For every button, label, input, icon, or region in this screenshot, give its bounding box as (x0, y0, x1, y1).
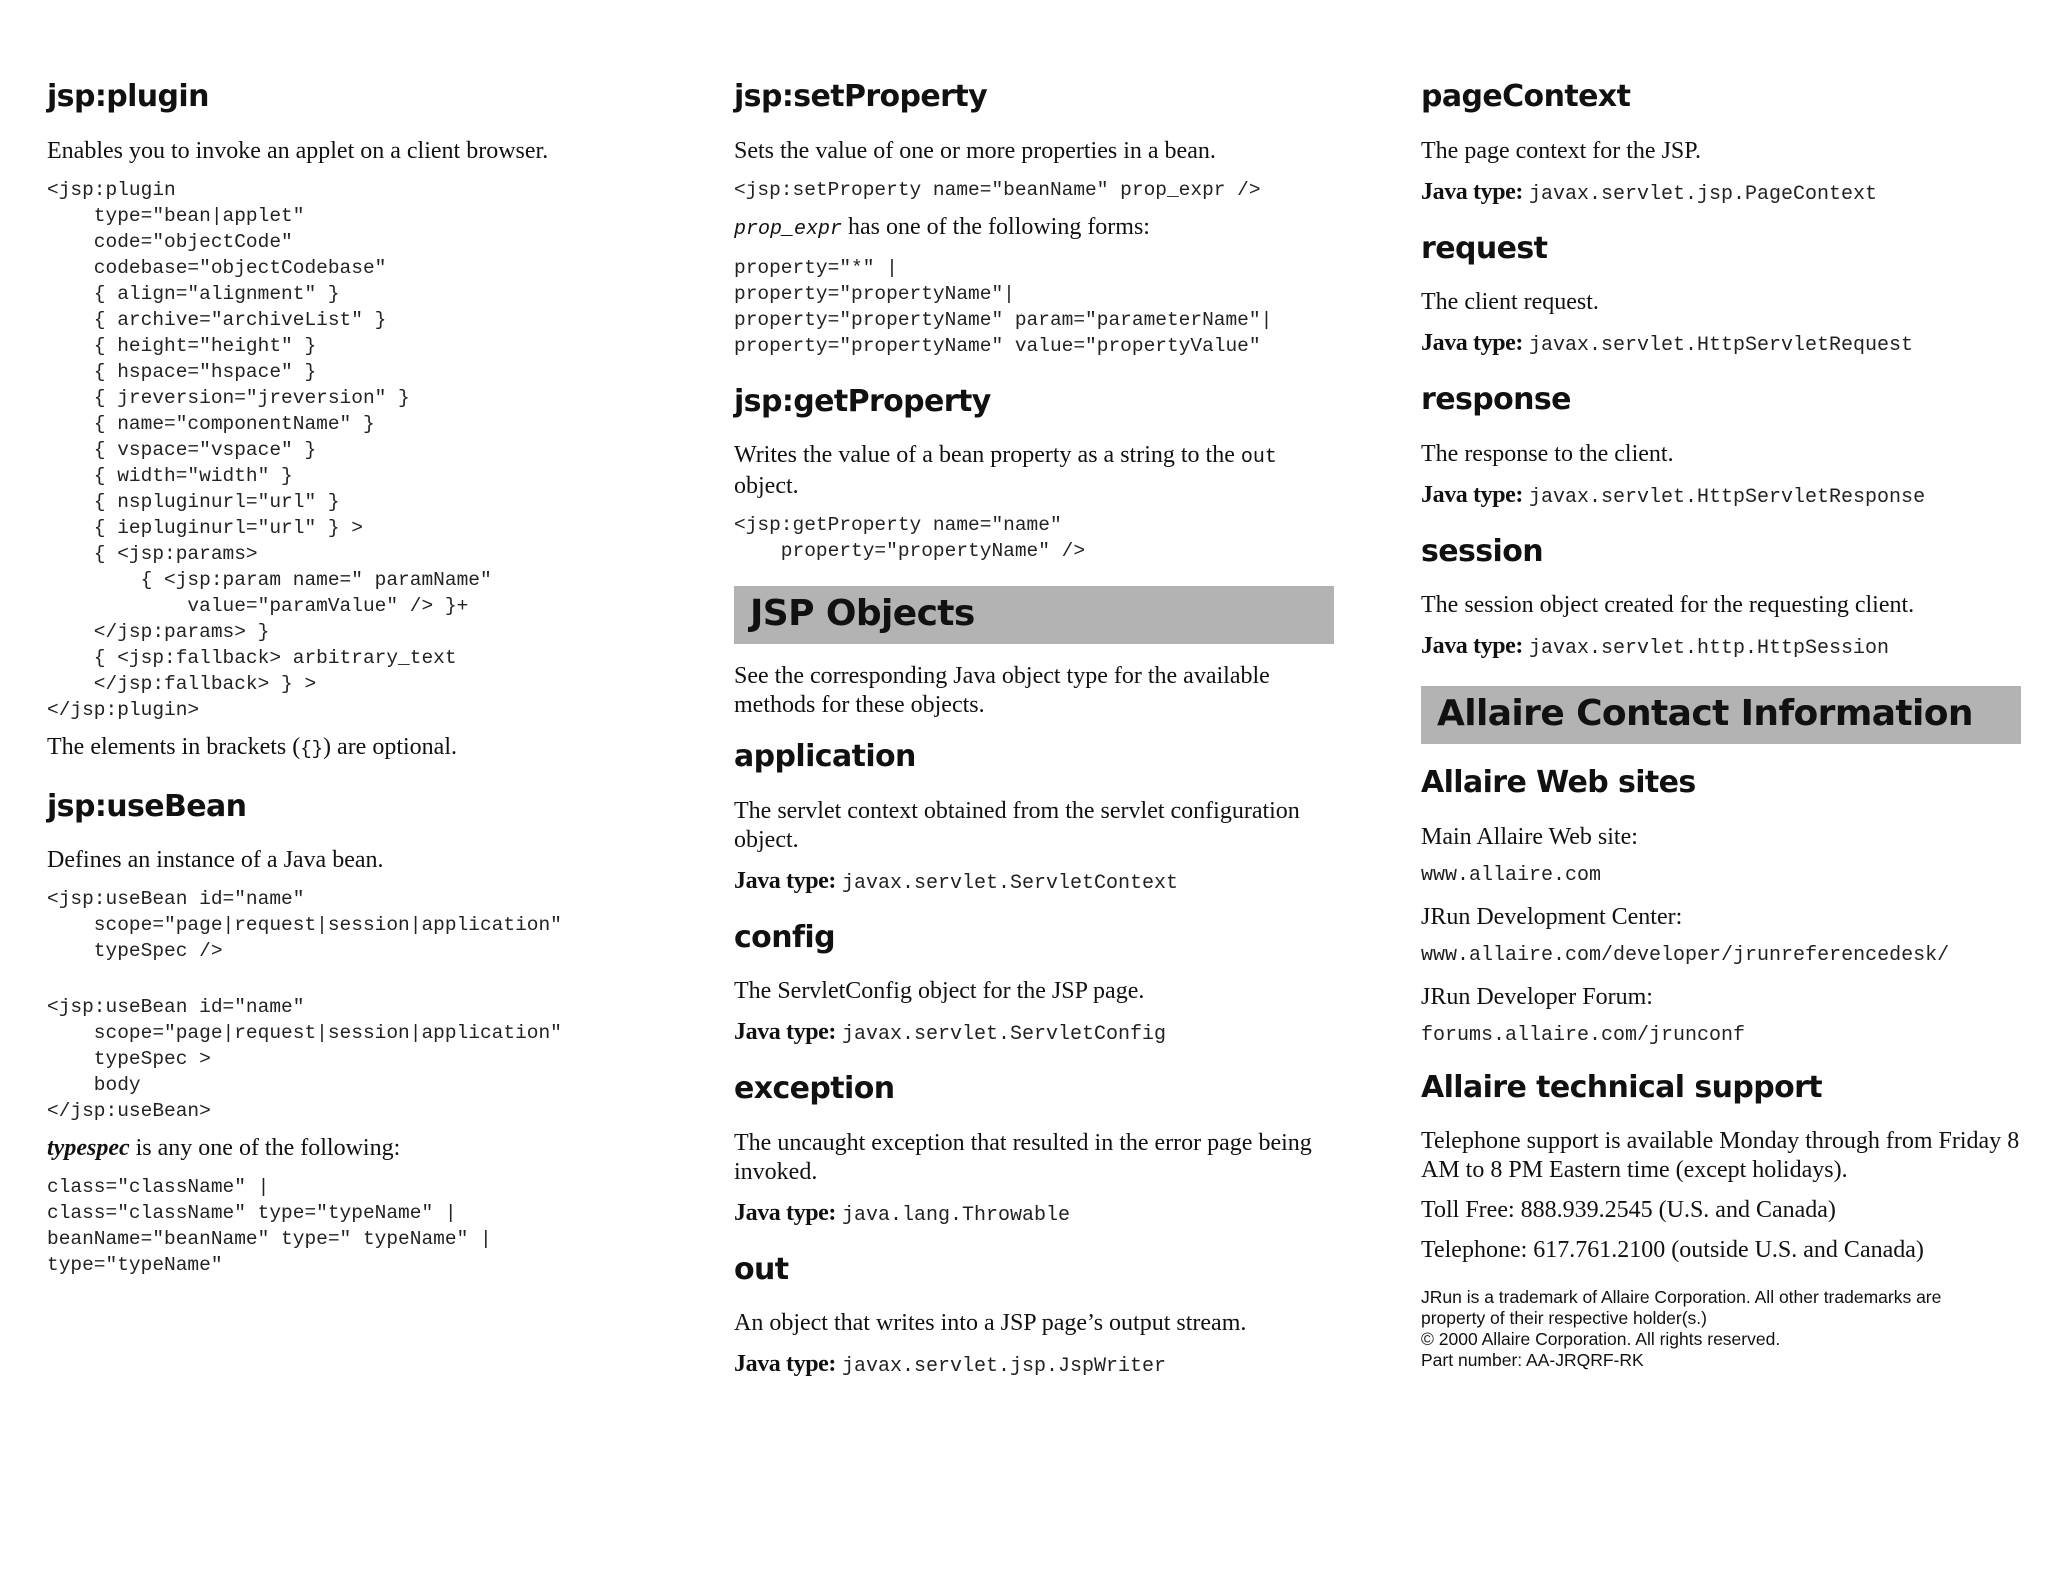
column-middle (734, 80, 1334, 1404)
support-hours: Telephone support is available Monday through from Friday 8 AM to 8 PM Eastern time (except holidays). (1421, 1128, 2020, 1183)
java-type-line (734, 1198, 1334, 1231)
java-type-line (734, 1017, 1334, 1050)
code-block: <jsp:plugin type="bean|applet" code="objectCode" codebase="objectCodebase" { align="alignment" } { archive="archiveList" } { height="height" } { hspace="hspace" } { jreversion="jreversion" } { name="componentName" } { vspace="vspace" } { width="width" } { nspluginurl="url" } { iepluginurl="url" } > { <jsp:params> { <jsp:param name=" paramName" value="paramValue" /> }+ </jsp:params> } { <jsp:fallback> arbitrary_text </jsp:fallback> } > </jsp:plugin> (47, 178, 492, 721)
object-description: The client request. (1421, 289, 1599, 315)
note-emphasis: typespec (47, 1135, 130, 1161)
code-block: <jsp:getProperty name="name" property="propertyName" /> (734, 514, 1086, 562)
object-description: An object that writes into a JSP page’s output stream. (734, 1310, 1247, 1336)
java-type-label: Java type: (1421, 330, 1523, 356)
object-name: application (734, 739, 916, 774)
object-name: out (734, 1251, 789, 1287)
telephone-number: Telephone: 617.761.2100 (outside U.S. and Canada) (1421, 1237, 1924, 1263)
note-code: prop_expr (734, 217, 843, 241)
object-name: session (1421, 533, 1543, 569)
typespec-note (47, 1134, 667, 1163)
java-type-value: javax.servlet.jsp.JspWriter (842, 1355, 1167, 1378)
legal-notice (1421, 1287, 2021, 1371)
java-type-label: Java type: (1421, 633, 1523, 659)
object-description: The response to the client. (1421, 440, 1674, 467)
legal-line: property of their respective holder(s.) (1421, 1308, 1707, 1328)
java-type-label: Java type: (734, 1019, 836, 1045)
section-title: jsp:useBean (47, 788, 247, 824)
object-name: exception (734, 1071, 895, 1106)
note-text: is any one of the following: (129, 1135, 401, 1161)
banner-title: JSP Objects (750, 593, 975, 634)
legal-line: Part number: AA-JRQRF-RK (1421, 1350, 1644, 1370)
java-type-value: javax.servlet.ServletConfig (842, 1023, 1167, 1046)
main-site-link[interactable]: www.allaire.com (1421, 863, 1602, 887)
java-type-label: Java type: (1421, 178, 1523, 205)
desc-code: out (1240, 446, 1277, 469)
section-description: Sets the value of one or more properties in a bean. (734, 137, 1216, 164)
java-type-line (734, 866, 1334, 899)
java-type-line (1421, 177, 2021, 210)
desc-text: Writes the value of a bean property as a string to the (734, 442, 1241, 468)
object-description: The uncaught exception that resulted in the error page being invoked. (734, 1129, 1312, 1185)
object-description: The ServletConfig object for the JSP page. (734, 978, 1145, 1004)
legal-line: JRun is a trademark of Allaire Corporation. All other trademarks are (1421, 1287, 1942, 1307)
object-name: request (1421, 230, 1548, 266)
code-block: <jsp:setProperty name="beanName" prop_expr /> (734, 178, 1261, 201)
banner-title: Allaire Contact Information (1437, 693, 1973, 734)
forum-link[interactable]: forums.allaire.com/jrunconf (1421, 1023, 1746, 1047)
section-jsp-setproperty (734, 80, 1334, 359)
java-type-value: java.lang.Throwable (842, 1203, 1071, 1227)
forms-note (734, 213, 1334, 244)
object-description: The servlet context obtained from the servlet configuration object. (734, 797, 1300, 853)
section-jsp-usebean (47, 790, 667, 1279)
section-description: Defines an instance of a Java bean. (47, 847, 384, 873)
object-section (734, 921, 1334, 1051)
objects-intro: See the corresponding Java object type for the available methods for these objects. (734, 663, 1270, 718)
note-text: has one of the following forms: (842, 213, 1150, 240)
site-label: JRun Developer Forum: (1421, 983, 1653, 1010)
jsp-objects-banner (734, 586, 1334, 644)
note-text: ) are optional. (323, 733, 457, 760)
section-web-sites (1421, 766, 2021, 1049)
code-block: property="*" | property="propertyName"| property="propertyName" param="parameterName"| property="propertyName" value="propertyValue" (734, 256, 1273, 357)
object-list (734, 740, 1334, 1382)
legal-line: © 2000 Allaire Corporation. All rights reserved. (1421, 1329, 1781, 1349)
section-technical-support (1421, 1071, 2021, 1266)
object-section (1421, 80, 2021, 210)
java-type-value: javax.servlet.http.HttpSession (1529, 637, 1890, 660)
object-section (734, 740, 1334, 899)
code-block: <jsp:useBean id="name" scope="page|request|session|application" typeSpec > body </jsp:useBean> (47, 996, 562, 1122)
object-section (734, 1072, 1334, 1231)
section-title: jsp:plugin (47, 79, 209, 114)
toll-free-number: Toll Free: 888.939.2545 (U.S. and Canada) (1421, 1197, 1836, 1223)
desc-text: object. (734, 473, 799, 499)
java-type-value: javax.servlet.jsp.PageContext (1529, 182, 1878, 206)
object-name: pageContext (1421, 79, 1631, 114)
object-section (734, 1253, 1334, 1383)
section-jsp-plugin (47, 80, 667, 764)
section-title: jsp:setProperty (734, 79, 988, 114)
object-section (1421, 383, 2021, 513)
object-description: The session object created for the requesting client. (1421, 592, 1915, 618)
note-text: The elements in brackets ( (47, 733, 301, 760)
section-title: Allaire technical support (1421, 1069, 1823, 1105)
section-description: Enables you to invoke an applet on a client browser. (47, 137, 549, 164)
site-label: Main Allaire Web site: (1421, 823, 1638, 850)
object-description: The page context for the JSP. (1421, 137, 1701, 164)
dev-center-link[interactable]: www.allaire.com/developer/jrunreferencedesk/ (1421, 943, 1950, 967)
java-type-value: javax.servlet.ServletContext (842, 871, 1179, 895)
object-list (1421, 80, 2021, 664)
java-type-value: javax.servlet.HttpServletResponse (1529, 485, 1926, 509)
column-right (1421, 80, 2021, 1371)
object-name: config (734, 919, 835, 955)
java-type-line (1421, 480, 2021, 513)
code-block: <jsp:useBean id="name" scope="page|request|session|application" typeSpec /> (47, 888, 562, 962)
object-name: response (1421, 382, 1571, 417)
object-section (1421, 535, 2021, 665)
contact-info-banner (1421, 686, 2021, 744)
java-type-line (1421, 631, 2021, 664)
java-type-label: Java type: (1421, 481, 1523, 508)
section-title: Allaire Web sites (1421, 765, 1696, 800)
section-description (734, 441, 1334, 501)
java-type-value: javax.servlet.HttpServletRequest (1529, 334, 1914, 357)
section-jsp-getproperty (734, 385, 1334, 565)
section-title: jsp:getProperty (734, 383, 991, 419)
java-type-label: Java type: (734, 1199, 836, 1226)
optional-note (47, 733, 667, 764)
java-type-line (1421, 328, 2021, 361)
code-block: class="className" | class="className" type="typeName" | beanName="beanName" type=" typeName" | type="typeName" (47, 1176, 492, 1276)
note-code: {} (300, 737, 324, 760)
java-type-label: Java type: (734, 867, 836, 894)
object-section (1421, 232, 2021, 362)
java-type-line (734, 1349, 1334, 1382)
java-type-label: Java type: (734, 1351, 836, 1377)
site-label: JRun Development Center: (1421, 903, 1683, 930)
column-left (47, 80, 667, 1300)
